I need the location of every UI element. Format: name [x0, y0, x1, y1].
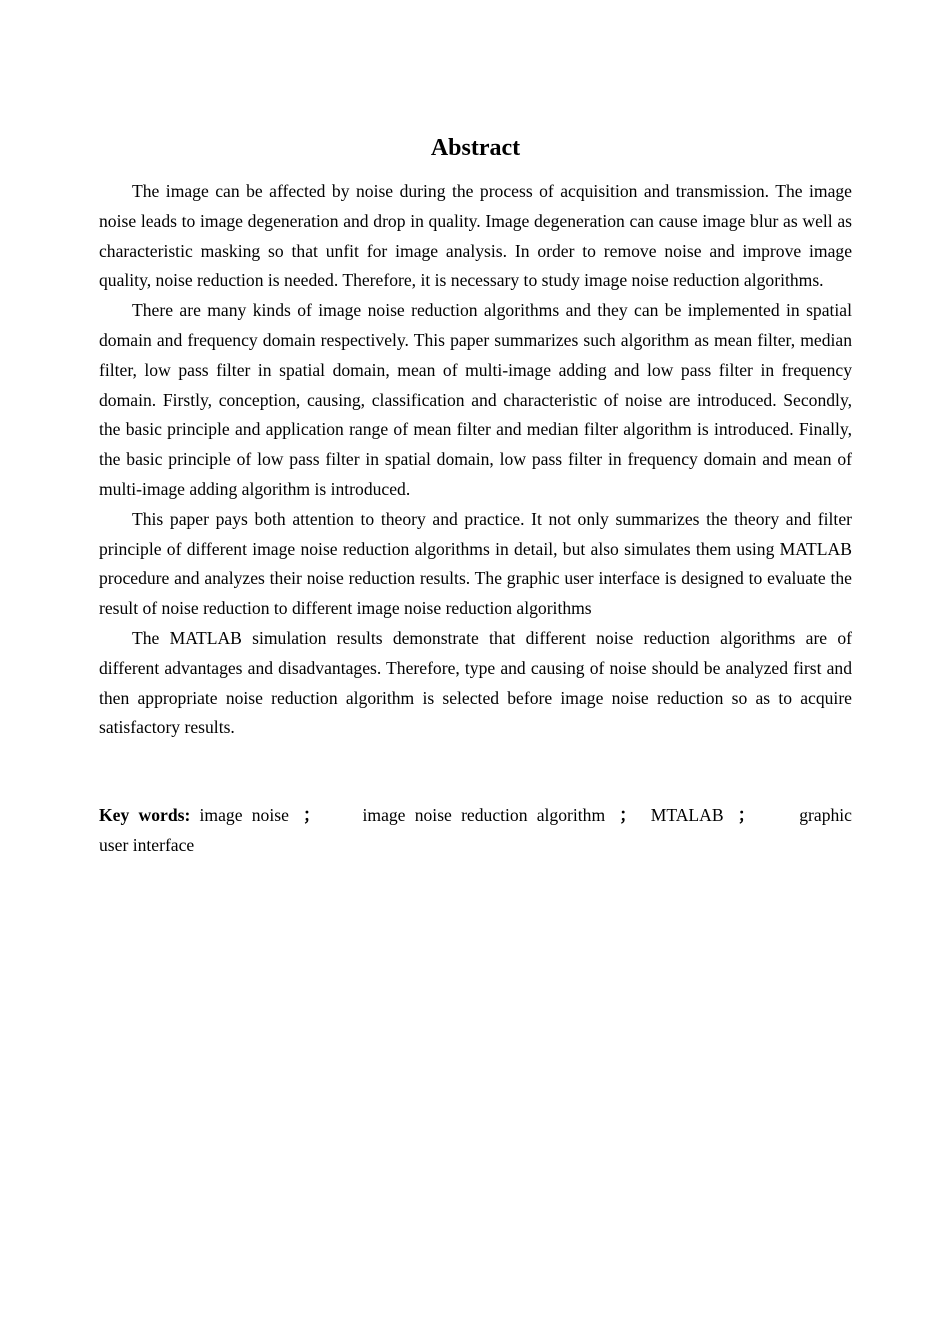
abstract-paragraph-4: The MATLAB simulation results demonstrate that different noise reduction algorithms are of different advantages and disadvantages. Therefore, type and causing of noise should be analyzed first and then appropriate noise reduction algorithm is selected before image noise reduction so as to acquire satisfactory results. — [99, 627, 852, 738]
keywords-label: Key words: — [99, 805, 191, 826]
keyword-item: image noise reduction algorithm — [362, 805, 606, 826]
abstract-paragraph-2: There are many kinds of image noise reduction algorithms and they can be implemented in spatial domain and frequency domain respectively. This paper summarizes such algorithm as mean filter, median filter, low pass filter in spatial domain, mean of multi-image adding and low pass filter in frequency domain. Firstly, conception, causing, classification and characteristic of noise are introduced. Secondly, the basic principle and application range of mean filter and median filter algorithm is introduced. Finally, the basic principle of low pass filter in spatial domain, low pass filter in frequency domain and mean of multi-image adding algorithm is introduced. — [99, 300, 852, 499]
abstract-title: Abstract — [430, 135, 521, 161]
keyword-item: graphic user interface — [99, 805, 852, 855]
abstract-paragraph-1: The image can be affected by noise during the process of acquisition and transmission. The image noise leads to image degeneration and drop in quality. Image degeneration can cause image blur as well as characteristic masking so that unfit for image analysis. In order to remove noise and improve image quality, noise reduction is needed. Therefore, it is necessary to study image noise reduction algorithms. — [99, 181, 852, 291]
abstract-section — [99, 131, 852, 861]
abstract-paragraph-3: This paper pays both attention to theory and practice. It not only summarizes the theory and filter principle of different image noise reduction algorithms in detail, but also simulates them using MATLAB procedure and analyzes their noise reduction results. The graphic user interface is designed to evaluate the result of noise reduction to different image noise reduction algorithms — [99, 508, 852, 619]
keyword-item: image noise — [199, 805, 289, 826]
keyword-separator: ； — [302, 805, 321, 826]
keyword-item: MTALAB — [650, 805, 724, 826]
keyword-separator: ； — [619, 805, 637, 826]
keywords-line — [99, 801, 852, 861]
keyword-separator: ； — [737, 805, 756, 826]
